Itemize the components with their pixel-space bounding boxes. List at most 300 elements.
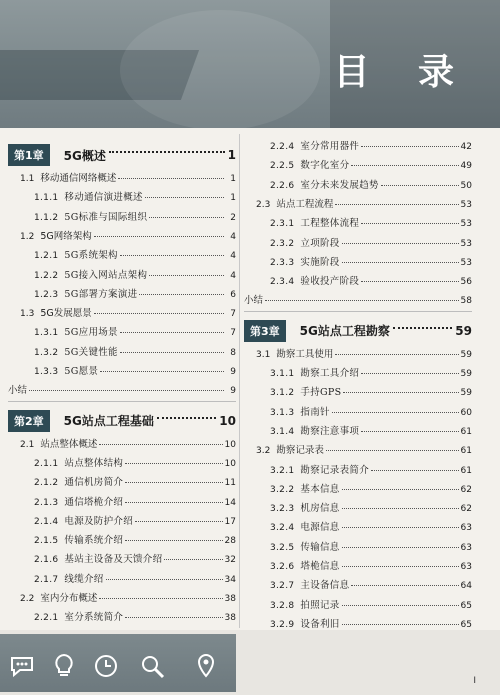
dot-leader: [120, 332, 224, 333]
page-number: I: [473, 676, 476, 686]
entry-title: 主设备信息: [300, 580, 350, 592]
entry-label: [270, 235, 340, 249]
dot-leader: [342, 566, 459, 567]
entry-page: 62: [460, 484, 472, 495]
dot-leader: [94, 313, 224, 314]
clock-icon: [92, 652, 120, 680]
entry-label: [270, 273, 359, 287]
toc-entry: [244, 577, 472, 593]
entry-title: 实施阶段: [300, 256, 340, 268]
toc-entry: [244, 539, 472, 555]
toc-entry: [8, 267, 236, 283]
entry-number: 2.3.3: [270, 257, 295, 268]
toc-entry: [8, 571, 236, 587]
entry-title: 移动通信网络概述: [40, 173, 117, 184]
entry-label: [270, 423, 359, 437]
entry-title: 电源及防护介绍: [64, 515, 134, 527]
entry-title: 5G系统架构: [64, 250, 118, 262]
toc-columns: [0, 128, 500, 628]
chapter-page: 10: [219, 413, 236, 428]
entry-number: 2.2.1: [34, 613, 59, 624]
entry-label: [34, 363, 98, 377]
chapter-tag: 第1章: [8, 144, 50, 166]
entry-label: [20, 436, 97, 450]
entry-page: 61: [460, 465, 472, 476]
entry-title: 室分常用器件: [300, 141, 360, 152]
dot-leader: [351, 585, 458, 586]
entry-title: 传输系统介绍: [64, 535, 124, 547]
entry-page: 2: [230, 212, 236, 223]
entry-number: 2.1.1: [34, 458, 59, 469]
toc-entry: [244, 254, 472, 270]
toc-entry: [8, 436, 236, 452]
toc-entry: [244, 404, 472, 420]
entry-label: [270, 616, 340, 630]
entry-number: 3.1: [256, 349, 271, 360]
dot-leader: [361, 373, 458, 374]
entry-title: 通信塔桅介绍: [64, 496, 124, 508]
dot-leader: [342, 489, 459, 490]
entry-label: [270, 177, 379, 191]
entry-page: 53: [460, 219, 472, 230]
entry-page: 63: [460, 523, 472, 534]
entry-page: 6: [230, 289, 236, 300]
dot-leader: [29, 390, 224, 391]
entry-number: 2.2.5: [270, 161, 295, 172]
entry-page: 61: [460, 426, 472, 437]
chapter-title: 5G站点工程基础: [63, 414, 154, 429]
entry-label: [8, 382, 27, 396]
dot-leader: [106, 579, 223, 580]
entry-number: 1.1.2: [34, 212, 59, 223]
dot-leader: [342, 624, 459, 625]
entry-label: [270, 254, 340, 268]
toc-entry: [244, 346, 472, 362]
dot-leader: [94, 236, 224, 237]
toc-entry: [244, 196, 472, 212]
entry-number: 2.2.6: [270, 180, 295, 191]
entry-label: [256, 346, 333, 360]
entry-number: 3.1.3: [270, 407, 295, 418]
toc-entry: [8, 609, 236, 625]
entry-page: 8: [230, 347, 236, 358]
dot-leader: [326, 450, 459, 451]
toc-entry: [8, 324, 236, 340]
entry-title: 室内分布概述: [40, 593, 98, 604]
dot-leader: [100, 371, 224, 372]
entry-label: [20, 305, 92, 319]
entry-label: [20, 170, 116, 184]
entry-page: 49: [460, 161, 472, 172]
entry-title: 拍照记录: [300, 599, 340, 611]
entry-number: 1.3: [20, 309, 35, 320]
entry-number: 2.3: [256, 199, 271, 210]
entry-number: 1.3.1: [34, 328, 59, 339]
entry-label: [34, 247, 118, 261]
entry-title: 通信机房简介: [64, 477, 124, 489]
dot-leader: [135, 521, 223, 522]
entry-page: 53: [460, 238, 472, 249]
summary-entry: [8, 382, 236, 398]
entry-title: 5G接入网站点架构: [64, 269, 148, 281]
entry-title: 室分未来发展趋势: [300, 179, 379, 191]
entry-page: 50: [460, 180, 472, 191]
entry-title: 5G部署方案演进: [64, 288, 138, 300]
entry-title: 小结: [244, 295, 264, 307]
section-rule: [8, 401, 236, 402]
entry-number: 1.3.3: [34, 367, 59, 377]
entry-label: [270, 500, 340, 514]
dot-leader: [342, 508, 459, 509]
entry-page: 64: [460, 581, 472, 592]
toc-entry: [8, 209, 236, 225]
entry-number: 2.1.6: [34, 555, 59, 566]
entry-label: [34, 609, 123, 623]
entry-number: 3.1.2: [270, 388, 295, 399]
section-rule: [244, 311, 472, 312]
footer: [0, 630, 500, 695]
toc-entry: [8, 494, 236, 510]
entry-title: 基本信息: [300, 483, 340, 495]
entry-title: 站点工程流程: [276, 198, 334, 210]
entry-number: 3.2.4: [270, 523, 295, 534]
toc-entry: [8, 247, 236, 263]
entry-number: 1.1: [20, 174, 35, 184]
toc-entry: [244, 442, 472, 458]
toc-entry: [8, 474, 236, 490]
dot-leader: [361, 223, 458, 224]
entry-label: [34, 513, 133, 527]
entry-page: 7: [230, 309, 236, 320]
entry-number: 1.2.1: [34, 251, 59, 262]
toc-entry: [244, 157, 472, 173]
entry-label: [34, 494, 123, 508]
entry-number: 2.1: [20, 439, 35, 450]
toc-entry: [244, 215, 472, 231]
chapter-heading: [244, 320, 472, 342]
entry-label: [256, 442, 324, 456]
entry-title: 勘察注意事项: [300, 425, 360, 437]
entry-title: 立项阶段: [300, 237, 340, 249]
entry-number: 2.2.4: [270, 142, 295, 152]
entry-page: 65: [460, 600, 472, 611]
entry-number: 2.1.5: [34, 536, 59, 547]
dot-leader: [99, 444, 222, 445]
entry-label: [34, 267, 147, 281]
entry-number: 2.1.7: [34, 574, 59, 585]
entry-number: 1.2: [20, 231, 35, 242]
entry-label: [34, 455, 123, 469]
entry-title: 勘察工具介绍: [300, 368, 360, 379]
entry-title: 线缆介绍: [64, 573, 104, 585]
toc-entry: [8, 551, 236, 567]
magnifier-icon: [138, 652, 166, 680]
dot-leader: [164, 559, 222, 560]
entry-label: [20, 590, 97, 604]
chapter-tag: 第2章: [8, 410, 50, 432]
entry-label: [34, 571, 104, 585]
entry-title: 5G愿景: [64, 366, 99, 377]
entry-label: [270, 481, 340, 495]
entry-page: 11: [224, 478, 236, 489]
dot-leader: [332, 412, 459, 413]
chapter-title: 5G站点工程勘察: [299, 324, 390, 339]
toc-entry: [8, 228, 236, 244]
entry-page: 38: [224, 613, 236, 624]
dot-leader: [149, 217, 224, 218]
dot-leader: [109, 151, 225, 153]
toc-entry: [244, 177, 472, 193]
entry-label: [34, 189, 143, 203]
entry-title: 手持GPS: [300, 387, 342, 399]
entry-title: 5G标准与国际组织: [64, 211, 148, 223]
entry-number: 1.2.2: [34, 270, 59, 281]
dot-leader: [118, 178, 224, 179]
toc-entry: [244, 500, 472, 516]
dot-leader: [99, 598, 222, 599]
entry-label: [270, 138, 359, 152]
toc-entry: [244, 558, 472, 574]
chapter-heading: [8, 410, 236, 432]
dot-leader: [393, 327, 452, 329]
dot-leader: [145, 197, 224, 198]
entry-number: 3.2.8: [270, 600, 295, 611]
toc-entry: [244, 273, 472, 289]
toc-entry: [8, 170, 236, 186]
dot-leader: [125, 617, 222, 618]
entry-number: 1.1.1: [34, 193, 59, 204]
dot-leader: [125, 463, 222, 464]
page-title: 目 录: [333, 52, 472, 93]
entry-title: 站点整体概述: [40, 438, 98, 450]
entry-number: 3.2.2: [270, 484, 295, 495]
entry-page: 62: [460, 504, 472, 515]
entry-page: 56: [460, 277, 472, 288]
chapter-tag: 第3章: [244, 320, 286, 342]
toc-entry: [244, 384, 472, 400]
chapter-title: 5G概述: [63, 148, 106, 163]
dot-leader: [149, 275, 224, 276]
entry-page: 34: [224, 574, 236, 585]
banner-decoration: [120, 10, 320, 128]
entry-title: 勘察工具使用: [276, 348, 334, 360]
toc-entry: [244, 423, 472, 439]
dot-leader: [343, 392, 458, 393]
entry-label: [244, 292, 263, 306]
entry-page: 14: [224, 497, 236, 508]
entry-page: 61: [460, 446, 472, 457]
entry-page: 7: [230, 328, 236, 339]
entry-number: 2.1.4: [34, 516, 59, 527]
entry-page: 9: [230, 386, 236, 397]
entry-title: 电源信息: [300, 522, 340, 534]
entry-title: 机房信息: [300, 503, 340, 515]
entry-title: 数字化室分: [300, 160, 350, 172]
dot-leader: [342, 243, 459, 244]
entry-title: 勘察记录表: [276, 445, 324, 457]
toc-entry: [244, 235, 472, 251]
entry-page: 53: [460, 257, 472, 268]
entry-page: 42: [460, 142, 472, 152]
entry-label: [270, 384, 341, 398]
entry-number: 3.1.1: [270, 369, 295, 379]
summary-entry: [244, 292, 472, 308]
dot-leader: [361, 146, 458, 147]
toc-entry: [8, 305, 236, 321]
entry-label: [256, 196, 333, 210]
entry-number: 2.3.1: [270, 219, 295, 230]
toc-entry: [8, 455, 236, 471]
entry-number: 3.2.3: [270, 504, 295, 515]
chapter-heading: [8, 144, 236, 166]
entry-number: 3.2.6: [270, 562, 295, 572]
toc-entry: [8, 532, 236, 548]
dot-leader: [139, 294, 224, 295]
entry-label: [270, 215, 359, 229]
dot-leader: [125, 502, 222, 503]
entry-page: 38: [224, 594, 236, 604]
toc-entry: [244, 519, 472, 535]
toc-entry: [8, 363, 236, 379]
entry-title: 5G发展愿景: [40, 308, 92, 320]
entry-label: [34, 209, 147, 223]
entry-page: 58: [460, 296, 472, 307]
dot-leader: [361, 431, 458, 432]
entry-label: [270, 404, 330, 418]
entry-label: [34, 474, 123, 488]
entry-title: 指南针: [300, 406, 330, 418]
entry-number: 3.2.9: [270, 619, 295, 630]
entry-number: 2.3.2: [270, 238, 295, 249]
entry-title: 基站主设备及天馈介绍: [64, 554, 163, 566]
entry-label: [34, 532, 123, 546]
entry-page: 1: [230, 193, 236, 204]
entry-page: 63: [460, 562, 472, 572]
entry-number: 1.3.2: [34, 347, 59, 358]
entry-label: [34, 551, 162, 565]
location-pin-icon: [192, 652, 220, 680]
dot-leader: [125, 482, 222, 483]
entry-title: 小结: [8, 385, 28, 397]
toc-entry: [244, 138, 472, 154]
entry-label: [270, 519, 340, 533]
entry-label: [34, 344, 118, 358]
entry-title: 室分系统简介: [64, 612, 124, 624]
footer-icon-strip: [0, 634, 236, 692]
lightbulb-icon: [50, 652, 78, 680]
entry-title: 5G网络架构: [40, 230, 92, 242]
entry-page: 53: [460, 199, 472, 210]
dot-leader: [371, 470, 459, 471]
toc-entry: [8, 590, 236, 606]
entry-label: [20, 228, 92, 242]
dot-leader: [342, 262, 459, 263]
entry-number: 2.2: [20, 594, 35, 604]
chapter-page: 59: [455, 323, 472, 338]
dot-leader: [381, 185, 459, 186]
chat-icon: [8, 652, 36, 680]
toc-entry: [8, 286, 236, 302]
entry-label: [270, 539, 340, 553]
entry-page: 59: [460, 369, 472, 379]
entry-label: [270, 577, 349, 591]
dot-leader: [342, 547, 459, 548]
dot-leader: [342, 527, 459, 528]
entry-page: 9: [230, 367, 236, 377]
entry-title: 勘察记录表简介: [300, 464, 370, 476]
dot-leader: [335, 354, 458, 355]
entry-page: 17: [224, 516, 236, 527]
entry-label: [270, 462, 369, 476]
toc-entry: [8, 513, 236, 529]
entry-title: 移动通信演进概述: [64, 192, 143, 204]
entry-page: 4: [230, 270, 236, 281]
entry-number: 3.2.7: [270, 581, 295, 592]
entry-page: 59: [460, 349, 472, 360]
column-divider: [239, 134, 240, 628]
entry-page: 28: [224, 536, 236, 547]
dot-leader: [157, 417, 216, 419]
dot-leader: [351, 165, 458, 166]
entry-number: 3.2.1: [270, 465, 295, 476]
entry-number: 1.2.3: [34, 289, 59, 300]
entry-title: 设备利旧: [300, 618, 340, 630]
dot-leader: [342, 605, 459, 606]
entry-number: 2.1.2: [34, 478, 59, 489]
entry-title: 站点整体结构: [64, 457, 124, 469]
dot-leader: [265, 300, 459, 301]
entry-title: 5G应用场景: [64, 327, 118, 339]
toc-entry: [8, 344, 236, 360]
entry-page: 4: [230, 251, 236, 262]
entry-label: [34, 324, 118, 338]
dot-leader: [120, 352, 224, 353]
entry-number: 2.1.3: [34, 497, 59, 508]
entry-page: 60: [460, 407, 472, 418]
entry-title: 工程整体流程: [300, 218, 360, 230]
entry-label: [270, 365, 359, 379]
entry-label: [270, 597, 340, 611]
entry-number: 2.3.4: [270, 277, 295, 288]
entry-title: 验收投产阶段: [300, 276, 360, 288]
entry-page: 65: [460, 619, 472, 630]
entry-label: [270, 157, 349, 171]
toc-entry: [244, 365, 472, 381]
entry-title: 5G关键性能: [64, 346, 118, 358]
entry-label: [270, 558, 340, 572]
toc-entry: [8, 189, 236, 205]
entry-page: 10: [224, 458, 236, 469]
entry-page: 32: [224, 555, 236, 566]
entry-page: 10: [224, 439, 236, 450]
entry-page: 1: [230, 174, 236, 184]
entry-title: 传输信息: [300, 541, 340, 553]
entry-page: 4: [230, 231, 236, 242]
dot-leader: [125, 540, 222, 541]
dot-leader: [335, 204, 458, 205]
toc-entry: [244, 481, 472, 497]
entry-number: 3.2: [256, 446, 271, 457]
entry-title: 塔桅信息: [300, 561, 340, 572]
toc-entry: [244, 462, 472, 478]
entry-label: [34, 286, 137, 300]
entry-page: 63: [460, 542, 472, 553]
entry-number: 3.1.4: [270, 426, 295, 437]
chapter-page: 1: [227, 148, 236, 162]
entry-page: 59: [460, 388, 472, 399]
header-banner: [0, 0, 500, 128]
toc-entry: [244, 597, 472, 613]
